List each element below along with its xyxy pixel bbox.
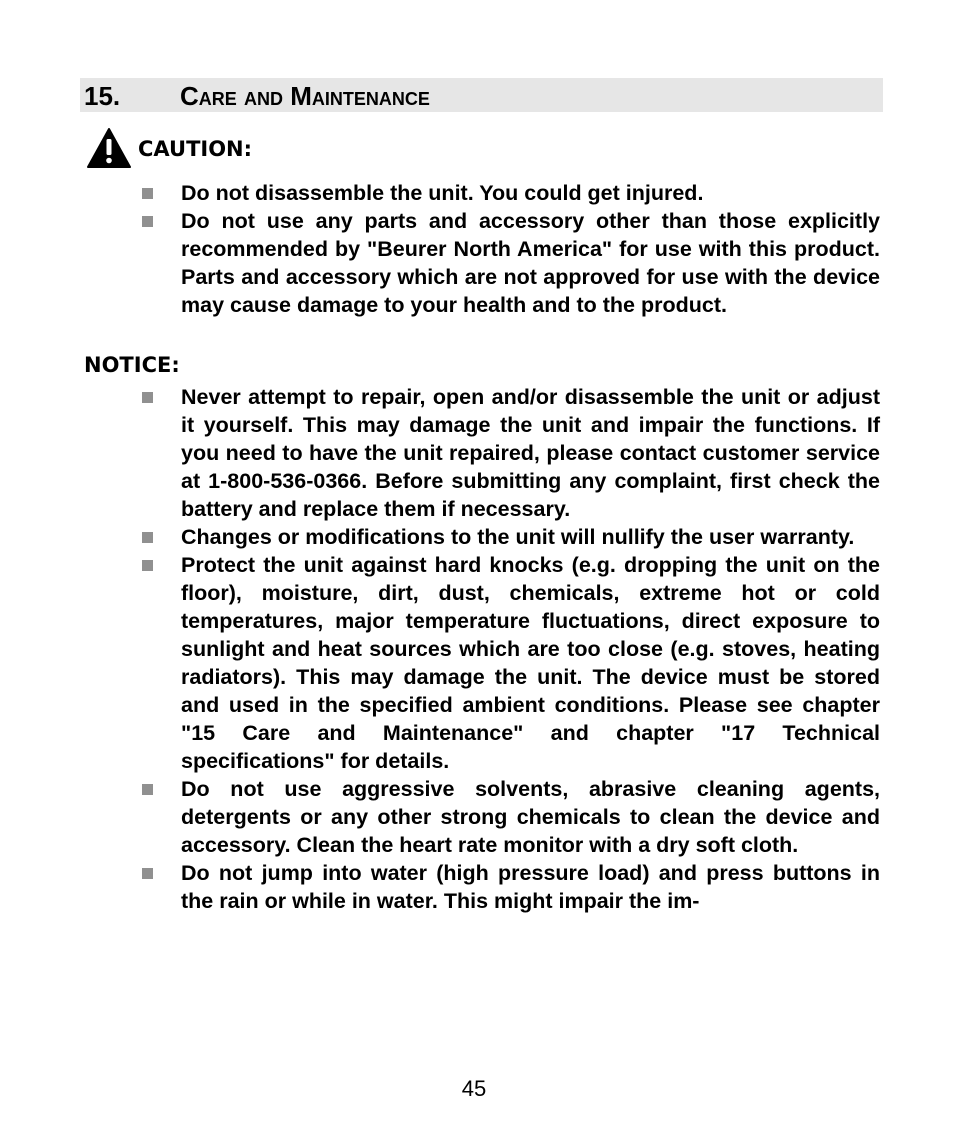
list-item-text: Do not use any parts and accessory other than those explicitly recommended by "Beurer North America" for use with this product. Parts and accessory which are not approved for use with the device may cause damage to your health and to the product.	[181, 209, 880, 317]
list-item-text: Do not jump into water (high pressure load) and press buttons in the rain or while in water. This might impair the im-	[181, 861, 880, 913]
list-item	[140, 207, 880, 319]
list-item	[140, 523, 880, 551]
square-bullet-icon	[142, 868, 153, 879]
square-bullet-icon	[142, 216, 153, 227]
list-item	[140, 775, 880, 859]
square-bullet-icon	[142, 532, 153, 543]
warning-triangle-icon	[86, 127, 132, 169]
list-item	[140, 859, 880, 915]
list-item	[140, 551, 880, 775]
list-item-text: Never attempt to repair, open and/or disassemble the unit or adjust it yourself. This may damage the unit and impair the functions. If you need to have the unit repaired, please contact customer service at 1-800-536-0366. Before submitting any complaint, first check the battery and replace them if necessary.	[181, 385, 880, 521]
list-item-text: Changes or modifications to the unit will nullify the user warranty.	[181, 525, 855, 549]
caution-heading	[86, 126, 252, 170]
caution-list	[140, 179, 880, 319]
list-item-text: Protect the unit against hard knocks (e.g. dropping the unit on the floor), moisture, dirt, dust, chemicals, extreme hot or cold temperatures, major temperature fluctuations, direct exposure to sunlight and heat sources which are too close (e.g. stoves, heating radiators). This may damage the unit. The device must be stored and used in the specified ambient conditions. Please see chapter "15 Care and Maintenance" and chapter "17 Technical specifications" for details.	[181, 553, 880, 773]
list-item	[140, 383, 880, 523]
section-header	[80, 78, 883, 112]
square-bullet-icon	[142, 560, 153, 571]
notice-label: NOTICE:	[84, 353, 180, 377]
caution-label: CAUTION:	[138, 137, 253, 161]
list-item-text: Do not use aggressive solvents, abrasive cleaning agents, detergents or any other strong chemicals to clean the device and accessory. Clean the heart rate monitor with a dry soft cloth.	[181, 777, 880, 857]
page-number: 45	[461, 1076, 487, 1101]
square-bullet-icon	[142, 188, 153, 199]
square-bullet-icon	[142, 784, 153, 795]
notice-list	[140, 383, 880, 915]
list-item	[140, 179, 880, 207]
section-number: 15.	[84, 81, 121, 111]
square-bullet-icon	[142, 392, 153, 403]
section-title: Care and Maintenance	[180, 81, 430, 111]
list-item-text: Do not disassemble the unit. You could get injured.	[181, 181, 704, 205]
